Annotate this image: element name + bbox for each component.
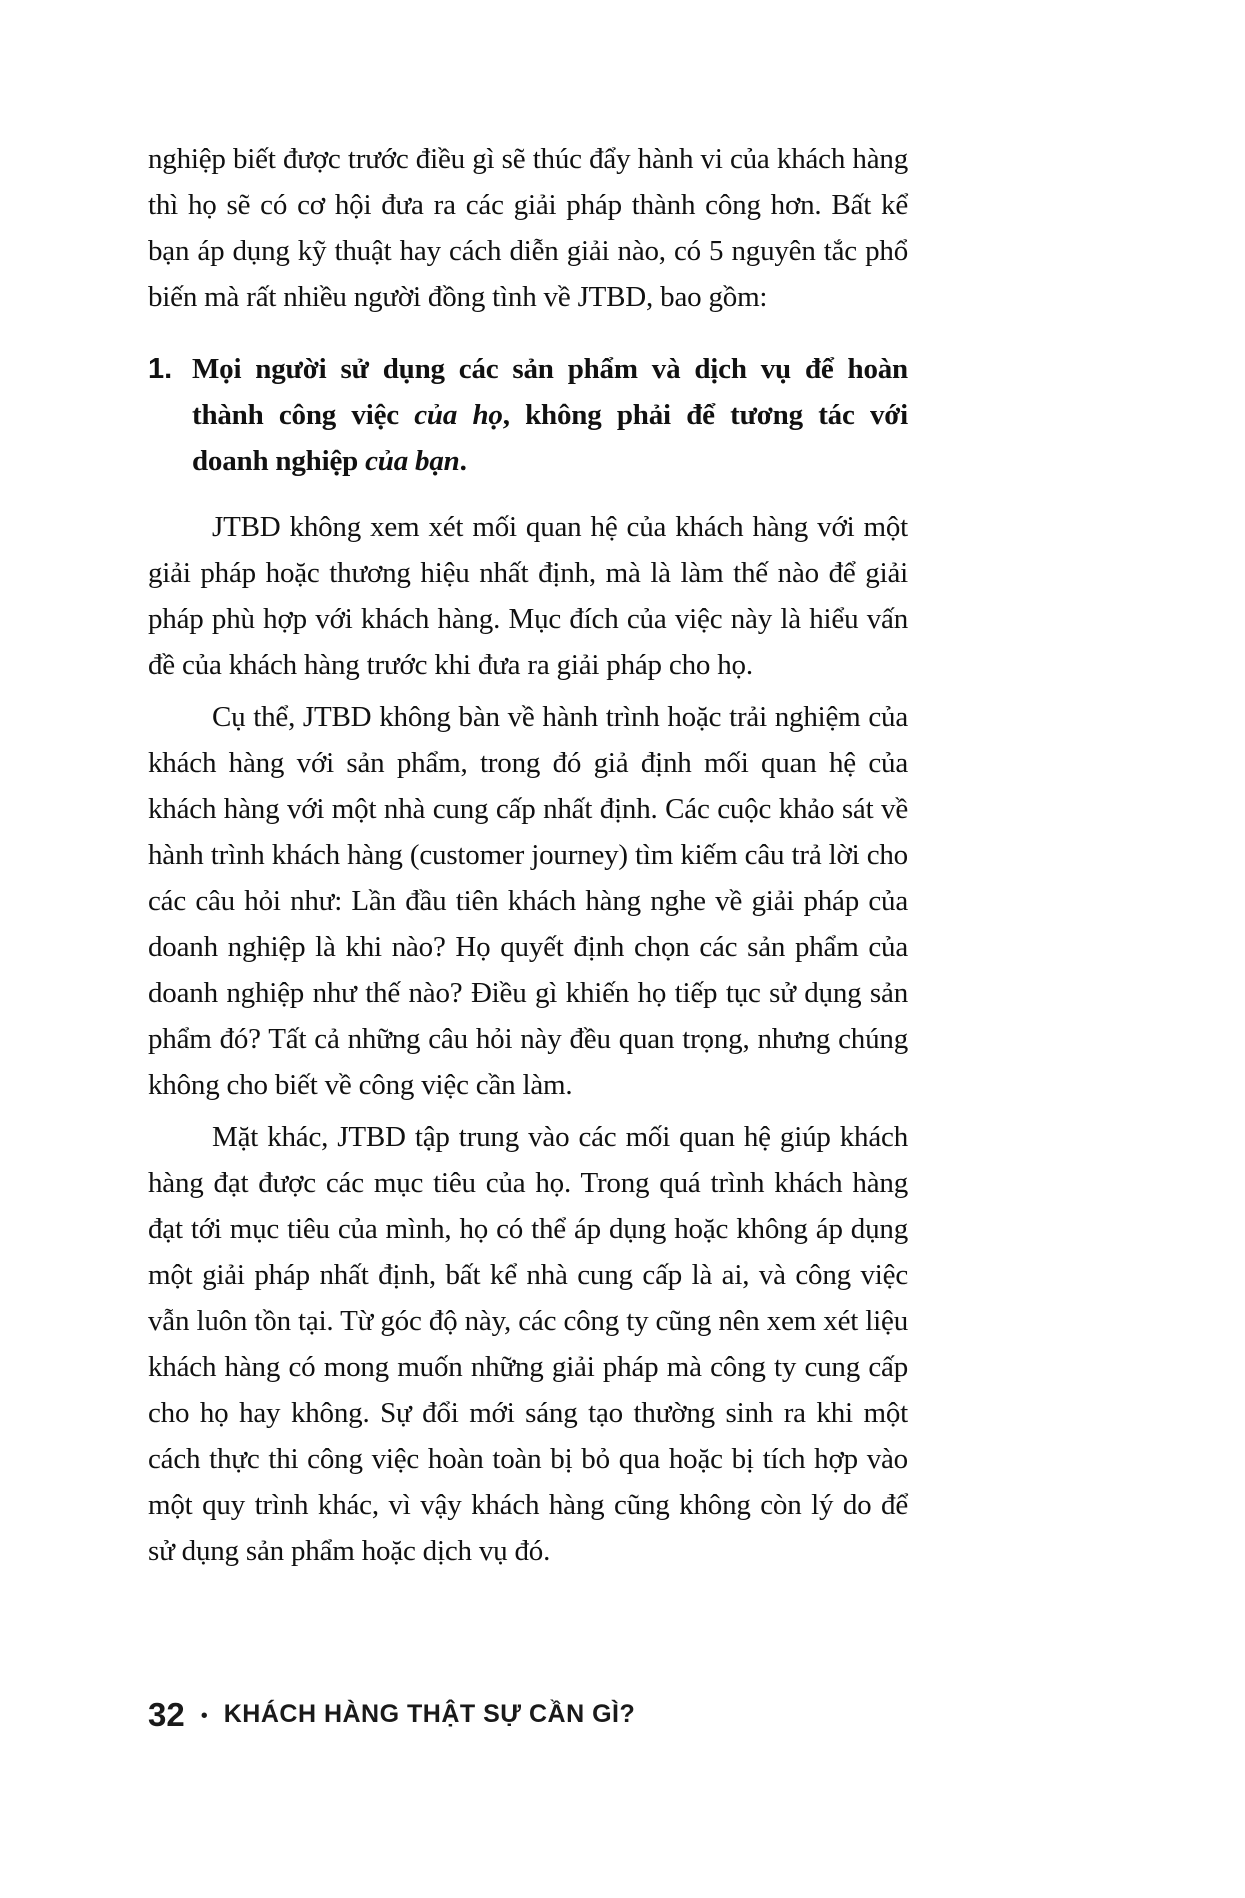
- list-item-bold-lead: Mọi người sử dụng các sản phẩm và dịch vụ để hoàn thành công việc: [192, 353, 908, 431]
- page-number: 32: [148, 1696, 185, 1733]
- list-item-italic-2: của bạn: [365, 445, 460, 477]
- intro-paragraph: nghiệp biết được trước điều gì sẽ thúc đẩy hành vi của khách hàng thì họ sẽ có cơ hội đưa ra các giải pháp thành công hơn. Bất kể bạn áp dụng kỹ thuật hay cách diễn giải nào, có 5 nguyên tắc phổ biến mà rất nhiều người đồng tình về JTBD, bao gồm:: [148, 143, 908, 313]
- page-footer: [148, 1698, 635, 1731]
- list-item-italic-1: của họ: [414, 399, 503, 431]
- body-paragraph-1: JTBD không xem xét mối quan hệ của khách hàng với một giải pháp hoặc thương hiệu nhất định, mà là làm thế nào để giải pháp phù hợp với khách hàng. Mục đích của việc này là hiểu vấn đề của khách hàng trước khi đưa ra giải pháp cho họ.: [148, 511, 908, 681]
- body-paragraph-3: Mặt khác, JTBD tập trung vào các mối quan hệ giúp khách hàng đạt được các mục tiêu của họ. Trong quá trình khách hàng đạt tới mục tiêu của mình, họ có thể áp dụng hoặc không áp dụng một giải pháp nhất định, bất kể nhà cung cấp là ai, và công việc vẫn luôn tồn tại. Từ góc độ này, các công ty cũng nên xem xét liệu khách hàng có mong muốn những giải pháp mà công ty cung cấp cho họ hay không. Sự đổi mới sáng tạo thường sinh ra khi một cách thực thi công việc hoàn toàn bị bỏ qua hoặc bị tích hợp vào một quy trình khác, vì vậy khách hàng cũng không còn lý do để sử dụng sản phẩm hoặc dịch vụ đó.: [148, 1121, 908, 1567]
- body-paragraph-2: Cụ thể, JTBD không bàn về hành trình hoặc trải nghiệm của khách hàng với sản phẩm, trong đó giả định mối quan hệ của khách hàng với một nhà cung cấp nhất định. Các cuộc khảo sát về hành trình khách hàng (customer journey) tìm kiếm câu trả lời cho các câu hỏi như: Lần đầu tiên khách hàng nghe về giải pháp của doanh nghiệp là khi nào? Họ quyết định chọn các sản phẩm của doanh nghiệp như thế nào? Điều gì khiến họ tiếp tục sử dụng sản phẩm đó? Tất cả những câu hỏi này đều quan trọng, nhưng chúng không cho biết về công việc cần làm.: [148, 701, 908, 1101]
- page-body: [148, 136, 908, 1580]
- footer-bullet-separator: •: [200, 1704, 208, 1727]
- list-item-bold-end: .: [459, 445, 467, 477]
- list-item-number: 1.: [148, 353, 173, 385]
- list-item-bold-mid: , không phải để tương tác với doanh nghiệp: [192, 399, 908, 477]
- footer-book-title: KHÁCH HÀNG THẬT SỰ CẦN GÌ?: [223, 1700, 636, 1728]
- numbered-list-item-1: [148, 346, 908, 484]
- list-item-text: [192, 346, 908, 484]
